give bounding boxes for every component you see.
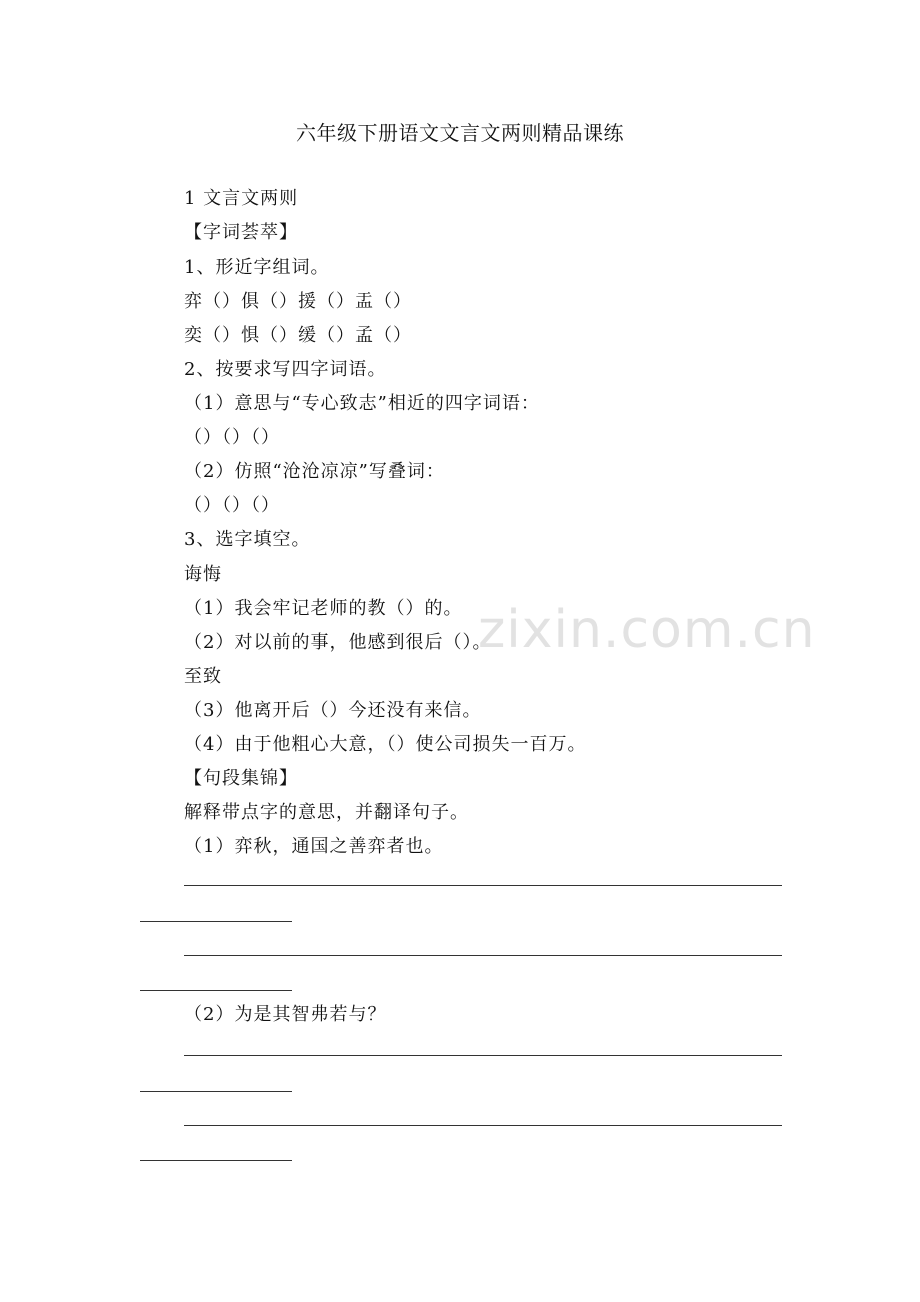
answer-line[interactable] (140, 921, 292, 922)
section-label-passages: 【句段集锦】 (184, 768, 298, 789)
section-heading: 1 文言文两则 (184, 188, 299, 209)
answer-line[interactable] (140, 1091, 292, 1092)
exercise-3-item-1: （1）我会牢记老师的教（）的。 (184, 598, 463, 619)
watermark: zixin.com.cn (478, 600, 816, 660)
exercise-2-item-1: （1）意思与“专心致志”相近的四字词语： (184, 393, 540, 414)
answer-line[interactable] (184, 1055, 782, 1056)
passage-question-1: （1）弈秋，通国之善弈者也。 (184, 836, 444, 857)
exercise-3-item-4: （4）由于他粗心大意，（）使公司损失一百万。 (184, 734, 587, 755)
answer-line[interactable] (184, 1125, 782, 1126)
exercise-1-heading: 1、形近字组词。 (184, 257, 330, 278)
section-label-vocabulary: 【字词荟萃】 (184, 222, 298, 243)
exercise-2-blanks-1: （）（）（） (184, 427, 280, 448)
passage-question-2: （2）为是其智弗若与？ (184, 1004, 387, 1025)
exercise-2-blanks-2: （）（）（） (184, 495, 280, 516)
exercise-1-row-1: 弈（）俱（）援（）盂（） (184, 291, 412, 312)
exercise-1-row-2: 奕（）惧（）缓（）孟（） (184, 325, 412, 346)
answer-line[interactable] (140, 1160, 292, 1161)
answer-line[interactable] (184, 955, 782, 956)
passage-instruction: 解释带点字的意思，并翻译句子。 (184, 802, 469, 823)
exercise-2-item-2: （2）仿照“沧沧凉凉”写叠词： (184, 461, 445, 482)
exercise-3-heading: 3、选字填空。 (184, 529, 311, 550)
word-pair-2: 至致 (184, 666, 222, 687)
document-title: 六年级下册语文文言文两则精品课练 (296, 121, 624, 145)
word-pair-1: 诲悔 (184, 564, 222, 585)
exercise-3-item-3: （3）他离开后（）今还没有来信。 (184, 700, 482, 721)
answer-line[interactable] (184, 885, 782, 886)
exercise-3-item-2: （2）对以前的事，他感到很后（）。 (184, 632, 492, 653)
exercise-2-heading: 2、按要求写四字词语。 (184, 359, 387, 380)
answer-line[interactable] (140, 990, 292, 991)
